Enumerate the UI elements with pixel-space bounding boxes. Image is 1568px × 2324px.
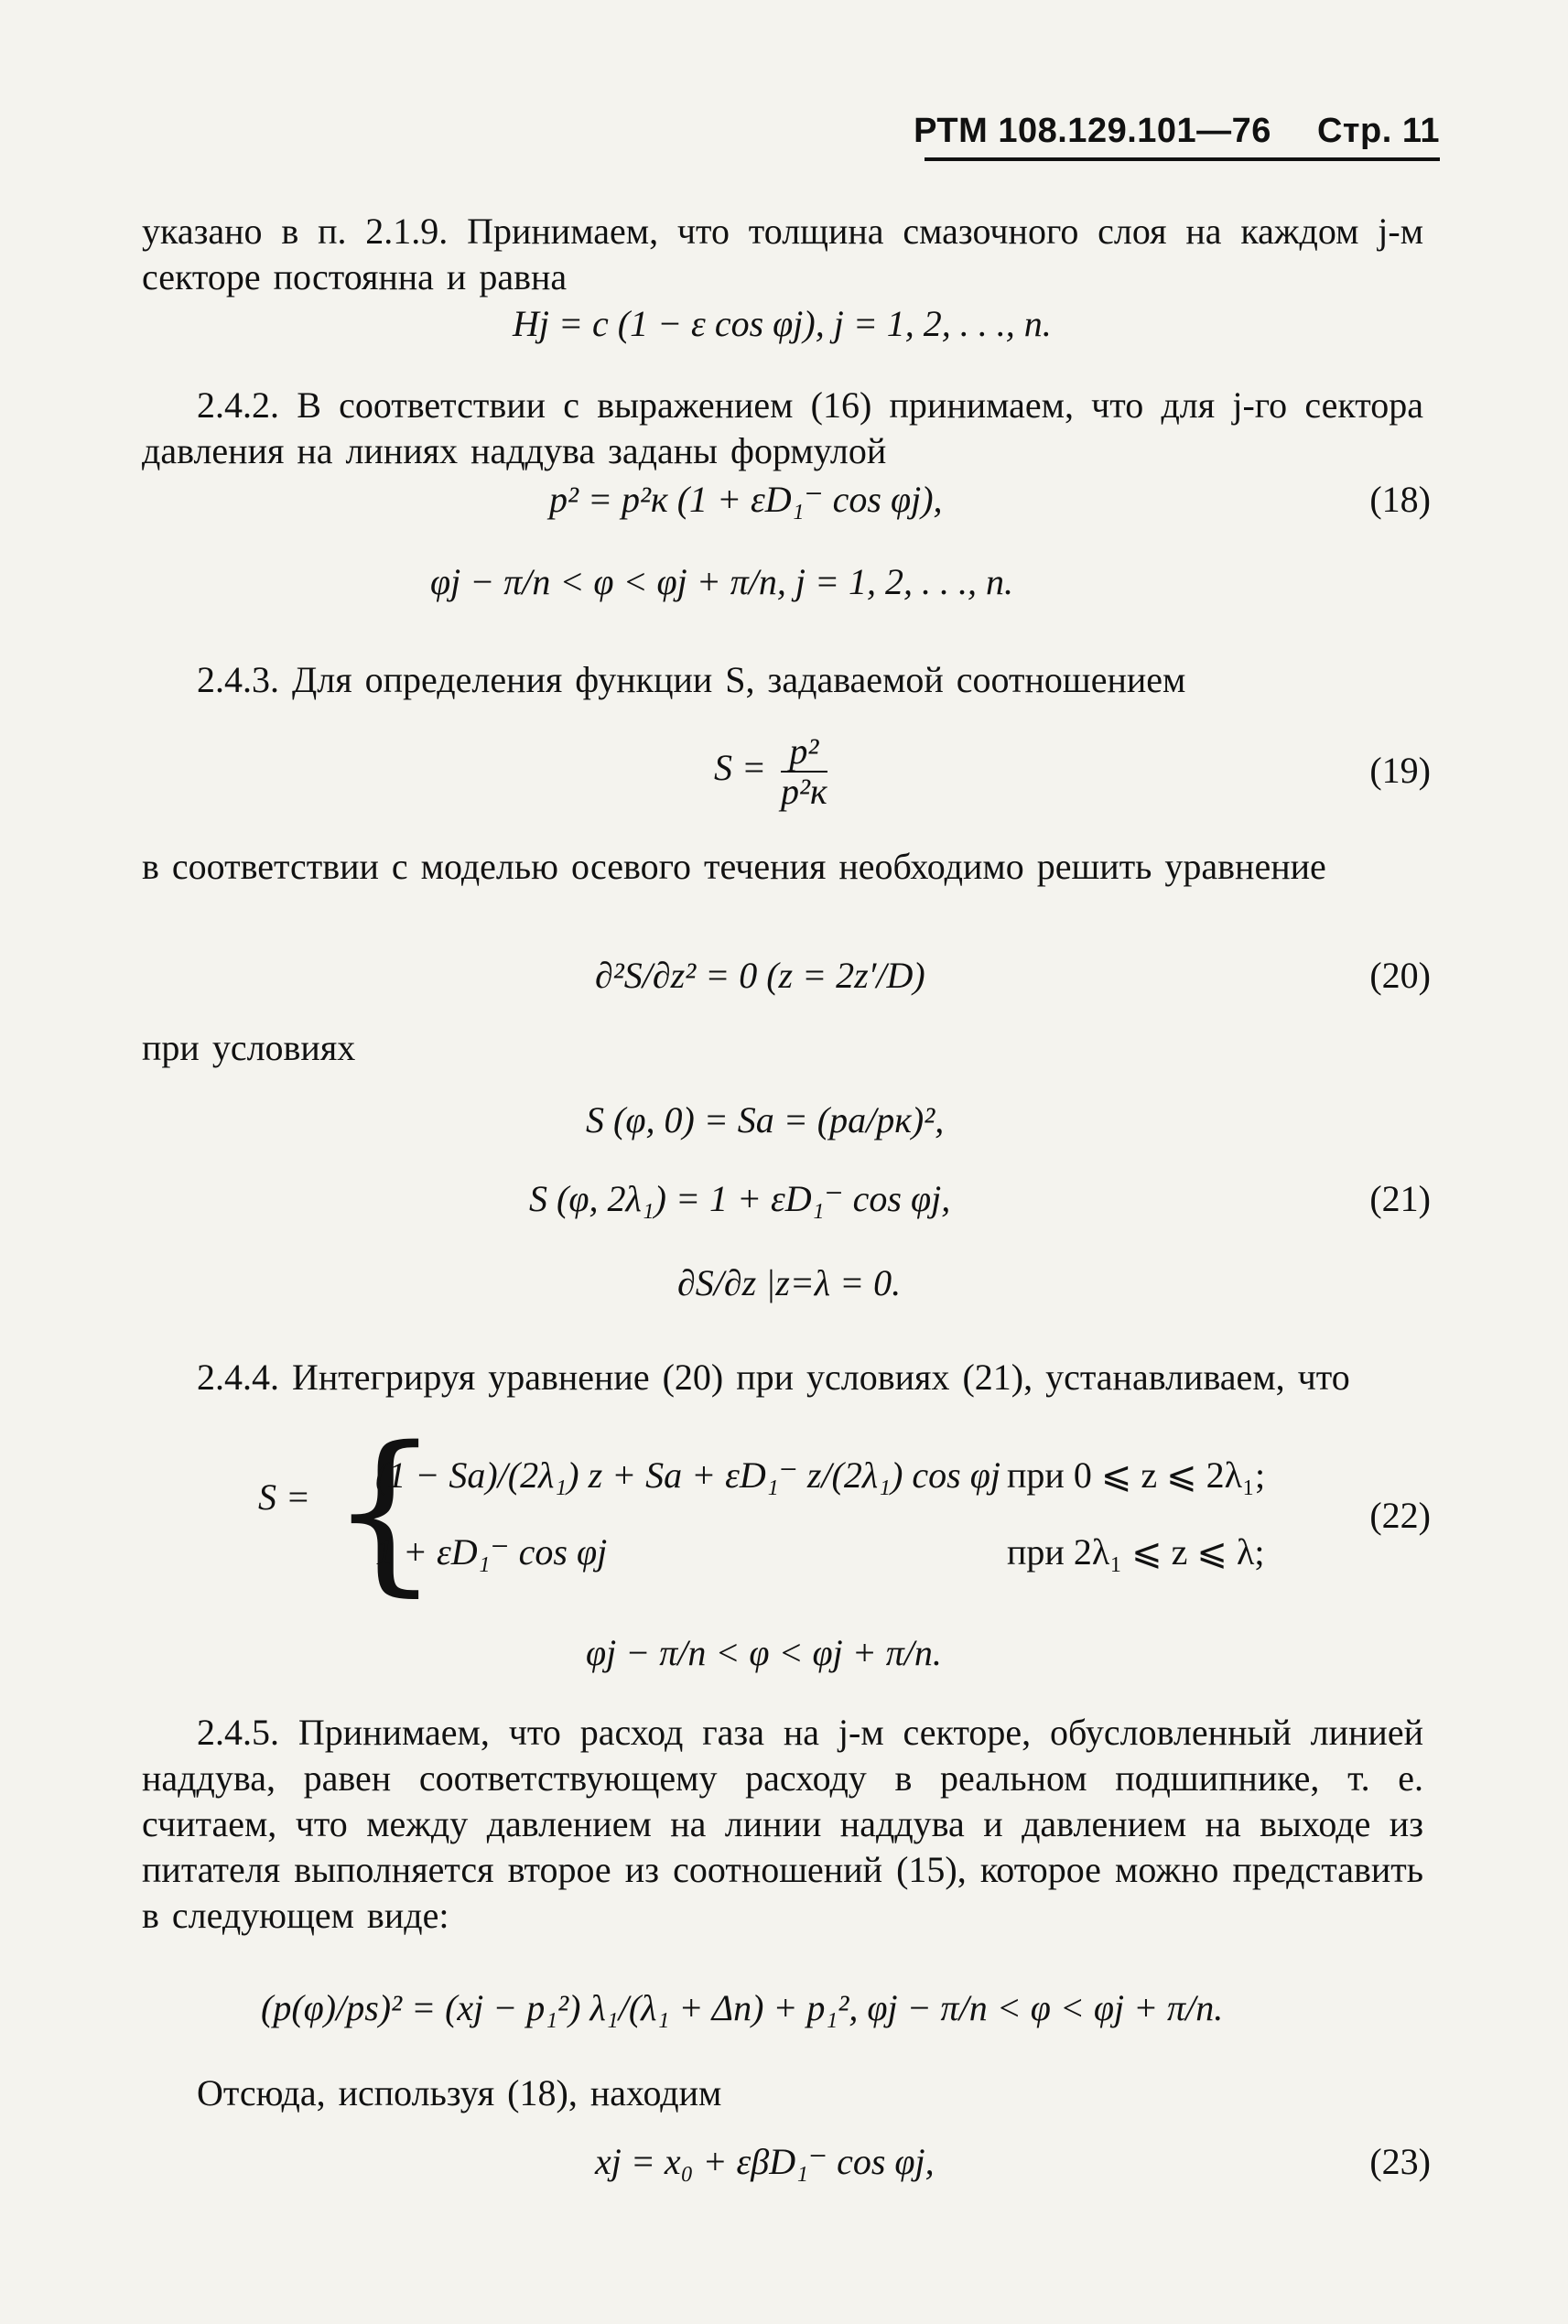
paragraph-3: 2.4.3. Для определения функции S, задаваемой соотношением: [197, 659, 1186, 700]
paragraph-2: 2.4.2. В соответствии с выражением (16) принимаем, что для j-го сектора давления на линиях наддува заданы формулой: [142, 384, 1423, 471]
equation-number-22: (22): [1369, 1495, 1431, 1536]
equation-22-range: φj − π/n < φ < φj + π/n.: [586, 1632, 942, 1673]
equation-21b: S (φ, 2λ₁) = 1 + εD₁⁻ cos φj,: [529, 1178, 951, 1219]
paragraph-6: 2.4.4. Интегрируя уравнение (20) при условиях (21), устанавливаем, что: [197, 1357, 1350, 1398]
equation-20: ∂²S/∂z² = 0 (z = 2z′/D): [595, 955, 925, 996]
equation-22-brace: {: [330, 1410, 440, 1612]
paragraph-5: при условиях: [142, 1027, 356, 1068]
paragraph-1: указано в п. 2.1.9. Принимаем, что толщина смазочного слоя на каждом j-м секторе постоянна и равна: [142, 211, 1423, 297]
equation-19-denominator: p²к: [781, 771, 827, 812]
equation-22a: (1 − Sa)/(2λ₁) z + Sa + εD₁⁻ z/(2λ₁) cos φj: [375, 1454, 1000, 1496]
equation-number-20: (20): [1369, 955, 1431, 996]
equation-number-23: (23): [1369, 2141, 1431, 2182]
document-number: РТМ 108.129.101—76: [914, 112, 1271, 150]
page-header: [914, 112, 1440, 151]
equation-19-lhs: S =: [714, 747, 766, 789]
equation-23: xj = x₀ + εβD₁⁻ cos φj,: [595, 2141, 935, 2182]
equation-22b: 1 + εD₁⁻ cos φj: [375, 1531, 608, 1573]
equation-number-21: (21): [1369, 1178, 1431, 1219]
equation-18: p² = p²к (1 + εD₁⁻ cos φj),: [549, 479, 943, 520]
paragraph-8: Отсюда, используя (18), находим: [197, 2072, 722, 2113]
equation-19: [714, 732, 833, 811]
equation-21a: S (φ, 0) = Sa = (pa/pк)²,: [586, 1099, 945, 1140]
equation-22b-condition: при 2λ₁ ⩽ z ⩽ λ;: [1007, 1531, 1265, 1573]
paragraph-7: 2.4.5. Принимаем, что расход газа на j-м секторе, обусловленный линией наддува, равен соответствующему расходу в реальном подшипнике, т. е. считаем, что между давлением на линии наддува и давлением на выходе из питателя выполняется второе из соотношений (15), которое можно представить в следующем виде:: [142, 1712, 1423, 1936]
paragraph-4: в соответствии с моделью осевого течения необходимо решить уравнение: [142, 846, 1326, 887]
equation-22-lhs: S =: [258, 1476, 310, 1518]
equation-number-18: (18): [1369, 479, 1431, 520]
equation-19-fraction: [781, 732, 827, 811]
equation-19-numerator: p²: [781, 732, 827, 773]
equation-21c: ∂S/∂z |z=λ = 0.: [677, 1262, 902, 1303]
page-number: Стр. 11: [1316, 112, 1440, 150]
header-rule: [925, 157, 1440, 161]
equation-22a-condition: при 0 ⩽ z ⩽ 2λ₁;: [1007, 1454, 1266, 1496]
equation-h: Hj = c (1 − ε cos φj), j = 1, 2, . . ., n.: [513, 303, 1052, 344]
equation-pressure: (p(φ)/ps)² = (xj − p₁²) λ₁/(λ₁ + Δn) + p₁², φj − π/n < φ < φj + π/n.: [261, 1987, 1224, 2028]
equation-18-range: φj − π/n < φ < φj + π/n, j = 1, 2, . . ., n.: [430, 561, 1013, 602]
equation-number-19: (19): [1369, 750, 1431, 791]
